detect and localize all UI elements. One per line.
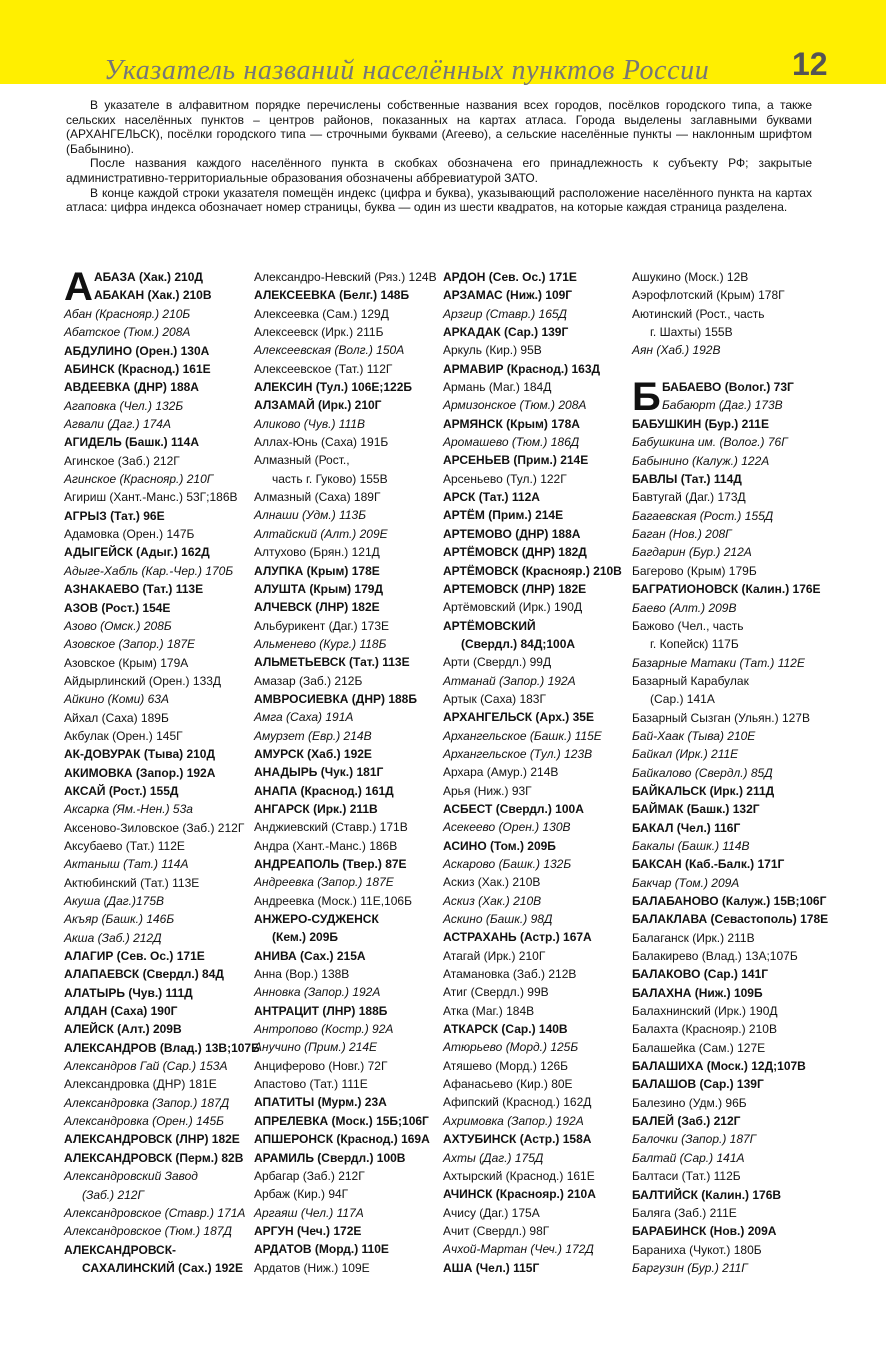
index-entry: Агинское (Заб.) 212Г bbox=[64, 453, 180, 468]
index-entry: Балаганск (Ирк.) 211В bbox=[632, 930, 755, 945]
index-entry: БАРАБИНСК (Нов.) 209А bbox=[632, 1224, 777, 1239]
index-entry: Аликово (Чув.) 111В bbox=[254, 416, 366, 431]
index-entry: Ачису (Даг.) 175А bbox=[443, 1205, 540, 1220]
index-entry: АДЫГЕЙСК (Адыг.) 162Д bbox=[64, 545, 210, 560]
index-entry: Бабынино (Калуж.) 122А bbox=[632, 453, 770, 468]
index-entry: АНИВА (Сах.) 215А bbox=[254, 948, 366, 963]
index-entry: Аромашево (Тюм.) 186Д bbox=[443, 435, 580, 450]
index-entry: Акбулак (Орен.) 145Г bbox=[64, 728, 183, 743]
index-entry: Арти (Свердл.) 99Д bbox=[443, 655, 552, 670]
index-entry: Балтай (Сар.) 141А bbox=[632, 1150, 745, 1165]
index-entry: АЛЕКСИН (Тул.) 106Е;122Б bbox=[254, 380, 413, 395]
index-entry: Балезино (Удм.) 96Б bbox=[632, 1095, 747, 1110]
index-entry: Александровка (Запор.) 187Д bbox=[64, 1095, 230, 1110]
index-entry: АРТЕМОВСК (ЛНР) 182Е bbox=[443, 581, 587, 596]
index-entry: Азовское (Крым) 179А bbox=[64, 655, 189, 670]
index-entry: АСТРАХАНЬ (Астр.) 167А bbox=[443, 930, 592, 945]
index-entry: БАЛТИЙСК (Калин.) 176В bbox=[632, 1187, 782, 1202]
index-entry: (Свердл.) 84Д;100А bbox=[461, 636, 576, 651]
index-entry: Балахта (Краснояр.) 210В bbox=[632, 1022, 777, 1037]
index-entry: АНТРАЦИТ (ЛНР) 188Б bbox=[254, 1003, 388, 1018]
index-entry: Архангельское (Тул.) 123В bbox=[443, 746, 593, 761]
index-entry: АЛЬМЕТЬЕВСК (Тат.) 113Е bbox=[254, 655, 410, 670]
index-entry: Артёмовский (Ирк.) 190Д bbox=[443, 600, 583, 615]
index-entry: АКИМОВКА (Запор.) 192А bbox=[64, 765, 216, 780]
index-entry: Анна (Вор.) 138В bbox=[254, 967, 350, 982]
section-b bbox=[632, 378, 822, 415]
index-entry: Азовское (Запор.) 187Е bbox=[64, 637, 196, 652]
index-entry: Архангельское (Башк.) 115Е bbox=[443, 728, 602, 743]
index-entry: Адамовка (Орен.) 147Б bbox=[64, 527, 195, 542]
index-entry: АЛАТЫРЬ (Чув.) 111Д bbox=[64, 985, 193, 1000]
index-entry: АЛДАН (Саха) 190Г bbox=[64, 1004, 178, 1019]
index-entry: г. Копейск) 117Б bbox=[650, 637, 739, 652]
index-entry: Агаповка (Чел.) 132Б bbox=[64, 398, 184, 413]
index-entry: Андреевка (Моск.) 11Е,106Б bbox=[254, 893, 412, 908]
page-number: 12 bbox=[792, 46, 828, 82]
index-entry: Бараниха (Чукот.) 180Б bbox=[632, 1242, 762, 1257]
index-entry: АПШЕРОНСК (Краснод.) 169А bbox=[254, 1132, 430, 1147]
index-entry: Баргузин (Бур.) 211Г bbox=[632, 1260, 748, 1275]
index-column-1 bbox=[64, 268, 260, 1277]
index-entry: Александро-Невский (Ряз.) 124В bbox=[254, 270, 437, 284]
index-entry: АБАКАН (Хак.) 210В bbox=[94, 288, 212, 303]
index-entry: АЛЗАМАЙ (Ирк.) 210Г bbox=[254, 398, 382, 413]
index-entry: Ардатов (Ниж.) 109Е bbox=[254, 1260, 370, 1275]
index-entry: АЛУПКА (Крым) 178Е bbox=[254, 563, 380, 578]
index-entry: АК-ДОВУРАК (Тыва) 210Д bbox=[64, 747, 216, 762]
index-entry: АБАЗА (Хак.) 210Д bbox=[94, 270, 203, 284]
index-entry: АРТЁМОВСК (Краснояр.) 210В bbox=[443, 563, 622, 578]
index-entry: АТКАРСК (Сар.) 140В bbox=[443, 1022, 568, 1037]
index-entry: АРСЕНЬЕВ (Прим.) 214Е bbox=[443, 453, 589, 468]
index-entry: Аксубаево (Тат.) 112Е bbox=[64, 838, 185, 853]
index-entry: Базарный Сызган (Ульян.) 127В bbox=[632, 710, 810, 725]
index-entry: Анучино (Прим.) 214Е bbox=[254, 1040, 378, 1055]
intro-paragraph: В указателе в алфавитном порядке перечислены собственные названия всех городов, посёлков городского типа, а также сельских населённых пунктов – центров районов, показанных на картах атласа. Города выделены заглавными буквами (АРХАНГЕЛЬСК), посёлки городского типа — строчными буквами (Агеево), а сельские населённые пункты — наклонным шрифтом (Бабынино). bbox=[66, 98, 812, 156]
index-entry: Бабушкина им. (Волог.) 76Г bbox=[632, 435, 788, 450]
index-entry: АМВРОСИЕВКА (ДНР) 188Б bbox=[254, 691, 417, 706]
index-entry: БАЛЕЙ (Заб.) 212Г bbox=[632, 1114, 741, 1129]
index-entry: Бажово (Чел., часть bbox=[632, 618, 744, 633]
index-entry: Агвали (Даг.) 174А bbox=[64, 417, 171, 432]
intro-text bbox=[66, 98, 812, 215]
index-entry: Андра (Хант.-Манс.) 186В bbox=[254, 838, 398, 853]
index-entry: Аргаяш (Чел.) 117А bbox=[254, 1205, 364, 1220]
index-entry: Аркуль (Кир.) 95В bbox=[443, 343, 542, 358]
index-list bbox=[443, 268, 628, 1277]
index-column-3 bbox=[443, 268, 628, 1277]
index-entry: Бабаюрт (Даг.) 173В bbox=[662, 398, 783, 413]
index-entry: АМУРСК (Хаб.) 192Е bbox=[254, 746, 372, 761]
index-entry: Багерово (Крым) 179Б bbox=[632, 563, 757, 578]
index-entry: Атюрьево (Морд.) 125Б bbox=[443, 1040, 579, 1055]
index-entry: Атамановка (Заб.) 212В bbox=[443, 967, 577, 982]
index-entry: АЗНАКАЕВО (Тат.) 113Е bbox=[64, 582, 204, 597]
index-entry: Арбагар (Заб.) 212Г bbox=[254, 1168, 365, 1183]
index-entry: Алмазный (Саха) 189Г bbox=[254, 490, 381, 505]
index-entry: Баган (Нов.) 208Г bbox=[632, 527, 732, 542]
index-entry: БАВЛЫ (Тат.) 114Д bbox=[632, 472, 742, 487]
index-entry: Алтухово (Брян.) 121Д bbox=[254, 545, 380, 560]
section-letter-a: А bbox=[64, 268, 93, 305]
index-entry: Ахримовка (Запор.) 192А bbox=[443, 1113, 584, 1128]
index-entry: Аэрофлотский (Крым) 178Г bbox=[632, 288, 785, 303]
index-entry: АРГУН (Чеч.) 172Е bbox=[254, 1223, 362, 1238]
index-entry: Аскарово (Башк.) 132Б bbox=[443, 857, 572, 871]
index-entry: Атагай (Ирк.) 210Г bbox=[443, 948, 546, 963]
index-entry: Александровское (Тюм.) 187Д bbox=[64, 1224, 232, 1239]
index-entry: Агириш (Хант.-Манс.) 53Г;186В bbox=[64, 490, 238, 505]
index-entry: АНЖЕРО-СУДЖЕНСК bbox=[254, 912, 379, 927]
index-entry: АША (Чел.) 115Г bbox=[443, 1260, 540, 1275]
index-entry: Артык (Саха) 183Г bbox=[443, 691, 546, 706]
index-list bbox=[632, 415, 829, 1277]
index-entry: Балакирево (Влад.) 13А;107Б bbox=[632, 949, 798, 964]
index-columns bbox=[0, 268, 886, 1348]
index-entry: БАЛАКОВО (Сар.) 141Г bbox=[632, 967, 769, 982]
index-entry: АЧИНСК (Краснояр.) 210А bbox=[443, 1187, 596, 1202]
index-entry: БАГРАТИОНОВСК (Калин.) 176Е bbox=[632, 582, 821, 597]
intro-paragraph: После названия каждого населённого пункта в скобках обозначена его принадлежность к субъекту РФ; закрытые административно-территориальные образования обозначены аббревиатурой ЗАТО. bbox=[66, 156, 812, 185]
index-entry: Атяшево (Морд.) 126Б bbox=[443, 1058, 569, 1073]
index-entry: Багдарин (Бур.) 212А bbox=[632, 545, 752, 560]
index-entry: Багаевская (Рост.) 155Д bbox=[632, 508, 774, 523]
index-entry: АЗОВ (Рост.) 154Е bbox=[64, 600, 171, 615]
index-entry: Азово (Омск.) 208Б bbox=[64, 618, 172, 633]
index-entry: Аян (Хаб.) 192В bbox=[632, 343, 721, 358]
index-entry: АЛЕКСАНДРОВ (Влад.) 13В;107Б bbox=[64, 1040, 260, 1055]
index-entry: Бай-Хаак (Тыва) 210Е bbox=[632, 728, 756, 743]
index-entry: АЛУШТА (Крым) 179Д bbox=[254, 581, 384, 596]
index-entry: Акъяр (Башк.) 146Б bbox=[64, 912, 175, 927]
index-entry: Анциферово (Новг.) 72Г bbox=[254, 1058, 388, 1073]
index-entry: Амазар (Заб.) 212Б bbox=[254, 673, 363, 688]
index-entry: Атиг (Свердл.) 99В bbox=[443, 985, 549, 1000]
index-entry: АРХАНГЕЛЬСК (Арх.) 35Е bbox=[443, 710, 594, 725]
index-entry: Ахты (Даг.) 175Д bbox=[443, 1150, 544, 1165]
index-entry: Айкино (Коми) 63А bbox=[64, 692, 169, 707]
index-entry: АПРЕЛЕВКА (Моск.) 15Б;106Г bbox=[254, 1113, 429, 1128]
index-entry: АРКАДАК (Сар.) 139Г bbox=[443, 325, 569, 340]
index-entry: АЛЕЙСК (Алт.) 209В bbox=[64, 1022, 182, 1037]
index-entry: Бакалы (Башк.) 114В bbox=[632, 838, 750, 853]
index-entry: Альменево (Кург.) 118Б bbox=[254, 636, 387, 651]
index-entry: Асекеево (Орен.) 130В bbox=[443, 820, 571, 835]
index-entry: БАКСАН (Каб.-Балк.) 171Г bbox=[632, 857, 785, 872]
index-entry: АНДРЕАПОЛЬ (Твер.) 87Е bbox=[254, 857, 407, 871]
index-entry: Атка (Маг.) 184В bbox=[443, 1003, 535, 1018]
index-entry: Аскиз (Хак.) 210В bbox=[443, 875, 541, 890]
index-entry: Арья (Ниж.) 93Г bbox=[443, 783, 532, 798]
index-entry: Бакчар (Том.) 209А bbox=[632, 875, 740, 890]
index-entry: Апастово (Тат.) 111Е bbox=[254, 1077, 368, 1092]
index-entry: Абан (Краснояр.) 210Б bbox=[64, 307, 191, 321]
index-entry: Аксарка (Ям.-Нен.) 53а bbox=[64, 802, 193, 817]
index-entry: Армизонское (Тюм.) 208А bbox=[443, 398, 587, 413]
index-entry: АСИНО (Том.) 209Б bbox=[443, 838, 556, 853]
index-entry: БАЙКАЛЬСК (Ирк.) 211Д bbox=[632, 783, 775, 798]
index-entry: Александровка (ДНР) 181Е bbox=[64, 1077, 217, 1092]
index-entry: Байкал (Ирк.) 211Е bbox=[632, 747, 739, 762]
index-entry: (Заб.) 212Г bbox=[82, 1187, 144, 1202]
index-entry: АРТЁМОВСКИЙ bbox=[443, 618, 536, 633]
index-entry: АРСК (Тат.) 112А bbox=[443, 490, 540, 505]
index-entry: АРДАТОВ (Морд.) 110Е bbox=[254, 1242, 389, 1257]
index-entry: Ачхой-Мартан (Чеч.) 172Д bbox=[443, 1242, 594, 1257]
index-list bbox=[64, 305, 260, 1277]
index-entry: БАЛАШИХА (Моск.) 12Д;107В bbox=[632, 1059, 806, 1074]
index-entry: АСБЕСТ (Свердл.) 100А bbox=[443, 801, 584, 816]
index-list bbox=[254, 268, 439, 1277]
index-entry: АНАПА (Краснод.) 161Д bbox=[254, 783, 394, 798]
index-entry: Айхал (Саха) 189Б bbox=[64, 710, 169, 725]
index-entry: Актюбинский (Тат.) 113Е bbox=[64, 875, 200, 890]
index-entry: БАЛАХНА (Ниж.) 109Б bbox=[632, 985, 763, 1000]
index-entry: АЛЧЕВСК (ЛНР) 182Е bbox=[254, 600, 380, 615]
index-entry: Армань (Маг.) 184Д bbox=[443, 380, 552, 395]
index-entry: АЛЕКСАНДРОВСК- bbox=[64, 1242, 177, 1257]
index-entry: Абатское (Тюм.) 208А bbox=[64, 325, 191, 340]
index-entry: Александров Гай (Сар.) 153А bbox=[64, 1059, 228, 1074]
index-entry: Амга (Саха) 191А bbox=[254, 710, 354, 725]
index-entry: САХАЛИНСКИЙ (Сах.) 192Е bbox=[82, 1260, 243, 1275]
index-entry: АВДЕЕВКА (ДНР) 188А bbox=[64, 380, 199, 395]
index-entry: АЛАПАЕВСК (Свердл.) 84Д bbox=[64, 967, 224, 982]
index-entry: Афипский (Краснод.) 162Д bbox=[443, 1095, 592, 1110]
index-entry: Актаныш (Тат.) 114А bbox=[64, 857, 189, 872]
index-entry: Александровское (Ставр.) 171А bbox=[64, 1205, 246, 1220]
index-entry: Арзгир (Ставр.) 165Д bbox=[443, 306, 567, 321]
index-list bbox=[632, 268, 822, 360]
index-entry: Балахнинский (Ирк.) 190Д bbox=[632, 1004, 778, 1019]
index-entry: Базарный Карабулак bbox=[632, 673, 749, 688]
index-entry: Акша (Заб.) 212Д bbox=[64, 930, 162, 945]
index-entry: АРДОН (Сев. Ос.) 171Е bbox=[443, 270, 577, 284]
index-entry: АБДУЛИНО (Орен.) 130А bbox=[64, 343, 210, 358]
index-entry: Архара (Амур.) 214В bbox=[443, 765, 559, 780]
index-entry: АНГАРСК (Ирк.) 211В bbox=[254, 801, 378, 816]
index-entry: АГИДЕЛЬ (Башк.) 114А bbox=[64, 435, 200, 450]
index-entry: АБИНСК (Краснод.) 161Е bbox=[64, 362, 211, 377]
index-entry: Балтаси (Тат.) 112Б bbox=[632, 1169, 741, 1184]
index-entry: АЛЕКСАНДРОВСК (ЛНР) 182Е bbox=[64, 1132, 240, 1147]
page-title: Указатель названий населённых пунктов России bbox=[104, 55, 710, 86]
index-entry: АНАДЫРЬ (Чук.) 181Г bbox=[254, 765, 384, 780]
index-entry: Анновка (Запор.) 192А bbox=[254, 985, 381, 1000]
index-entry: Алексеевск (Ирк.) 211Б bbox=[254, 325, 384, 340]
index-entry: Баляга (Заб.) 211Е bbox=[632, 1205, 737, 1220]
index-entry: БАЙМАК (Башк.) 132Г bbox=[632, 802, 760, 817]
index-entry: БАКАЛ (Чел.) 116Г bbox=[632, 820, 741, 835]
index-entry: Арбаж (Кир.) 94Г bbox=[254, 1187, 349, 1202]
index-column-4 bbox=[632, 268, 829, 1277]
index-entry: Амурзет (Евр.) 214В bbox=[254, 728, 372, 743]
index-entry: Ашукино (Моск.) 12В bbox=[632, 270, 749, 284]
index-entry: Алтайский (Алт.) 209Е bbox=[254, 526, 388, 541]
index-entry: Алексеевская (Волг.) 150А bbox=[254, 343, 405, 358]
intro-paragraph: В конце каждой строки указателя помещён индекс (цифра и буква), указывающий расположение населённого пункта на картах атласа: цифра индекса обозначает номер страницы, буква — один из шести квадратов, на которые каждая страница разделена. bbox=[66, 185, 812, 215]
index-entry: АЛЕКСЕЕВКА (Белг.) 148Б bbox=[254, 288, 410, 303]
index-entry: Алексеевское (Тат.) 112Г bbox=[254, 361, 393, 376]
index-entry: АРТЁМ (Прим.) 214Е bbox=[443, 508, 564, 523]
index-entry: Алнаши (Удм.) 113Б bbox=[254, 508, 367, 523]
index-entry: Анджиевский (Ставр.) 171В bbox=[254, 820, 408, 835]
index-entry: (Кем.) 209Б bbox=[272, 930, 339, 945]
index-entry: БАЛАБАНОВО (Калуж.) 15В;106Г bbox=[632, 894, 827, 908]
section-a bbox=[64, 268, 249, 305]
index-entry: Ахтырский (Краснод.) 161Е bbox=[443, 1168, 595, 1183]
index-entry: Аскино (Башк.) 98Д bbox=[443, 912, 553, 927]
index-entry: Бавтугай (Даг.) 173Д bbox=[632, 490, 746, 505]
index-entry: Александровский Завод bbox=[64, 1169, 198, 1184]
index-entry: Баево (Алт.) 209В bbox=[632, 600, 737, 615]
index-entry: АРЗАМАС (Ниж.) 109Г bbox=[443, 288, 573, 303]
index-entry: АЛАГИР (Сев. Ос.) 171Е bbox=[64, 949, 205, 964]
index-entry: Балашейка (Сам.) 127Е bbox=[632, 1040, 766, 1055]
index-entry: Афанасьево (Кир.) 80Е bbox=[443, 1077, 573, 1092]
index-entry: Атманай (Запор.) 192А bbox=[443, 673, 576, 688]
index-entry: Альбурикент (Даг.) 173Е bbox=[254, 618, 390, 633]
index-entry: АРТЁМОВСК (ДНР) 182Д bbox=[443, 545, 587, 560]
section-gap bbox=[632, 360, 822, 378]
section-letter-b: Б bbox=[632, 378, 661, 416]
index-entry: АГРЫЗ (Тат.) 96Е bbox=[64, 508, 165, 523]
index-entry: БАЛАКЛАВА (Севастополь) 178Е bbox=[632, 912, 829, 927]
index-entry: Аютинский (Рост., часть bbox=[632, 306, 765, 321]
index-entry: АХТУБИНСК (Астр.) 158А bbox=[443, 1132, 592, 1147]
index-entry: БАЛАШОВ (Сар.) 139Г bbox=[632, 1077, 764, 1092]
index-entry: АЛЕКСАНДРОВСК (Перм.) 82В bbox=[64, 1150, 244, 1165]
index-entry: (Сар.) 141А bbox=[650, 692, 715, 707]
index-entry: Адыге-Хабль (Кар.-Чер.) 170Б bbox=[64, 563, 234, 578]
index-entry: АКСАЙ (Рост.) 155Д bbox=[64, 783, 179, 798]
index-entry: АРАМИЛЬ (Свердл.) 100В bbox=[254, 1150, 406, 1165]
index-entry: Ачит (Свердл.) 98Г bbox=[443, 1223, 550, 1238]
index-entry: Айдырлинский (Орен.) 133Д bbox=[64, 673, 222, 688]
index-entry: Базарные Матаки (Тат.) 112Е bbox=[632, 655, 805, 670]
index-entry: Алмазный (Рост., bbox=[254, 453, 350, 468]
index-entry: Александровка (Орен.) 145Б bbox=[64, 1114, 224, 1129]
index-entry: АРМАВИР (Краснод.) 163Д bbox=[443, 361, 601, 376]
index-entry: Агинское (Краснояр.) 210Г bbox=[64, 472, 214, 487]
index-entry: Аскиз (Хак.) 210В bbox=[443, 893, 542, 908]
index-entry: Акуша (Даг.)175В bbox=[64, 894, 165, 908]
index-entry: Арсеньево (Тул.) 122Г bbox=[443, 471, 567, 486]
index-entry: Антропово (Костр.) 92А bbox=[254, 1022, 394, 1037]
index-entry: Аллах-Юнь (Саха) 191Б bbox=[254, 435, 389, 450]
index-entry: Балочки (Запор.) 187Г bbox=[632, 1132, 757, 1147]
index-entry: БАБАЕВО (Волог.) 73Г bbox=[662, 380, 794, 395]
index-entry: АРМЯНСК (Крым) 178А bbox=[443, 416, 580, 431]
index-entry: Аксеново-Зиловское (Заб.) 212Г bbox=[64, 820, 245, 835]
index-entry: АПАТИТЫ (Мурм.) 23А bbox=[254, 1095, 387, 1110]
index-entry: БАБУШКИН (Бур.) 211Е bbox=[632, 417, 769, 432]
index-entry: Алексеевка (Сам.) 129Д bbox=[254, 306, 389, 321]
index-entry: АРТЕМОВО (ДНР) 188А bbox=[443, 526, 581, 541]
index-entry: г. Шахты) 155В bbox=[650, 325, 733, 340]
index-entry: Андреевка (Запор.) 187Е bbox=[254, 875, 394, 890]
index-column-2 bbox=[254, 268, 439, 1277]
index-entry: Байкалово (Свердл.) 85Д bbox=[632, 765, 773, 780]
index-entry: часть г. Гуково) 155В bbox=[272, 471, 388, 486]
